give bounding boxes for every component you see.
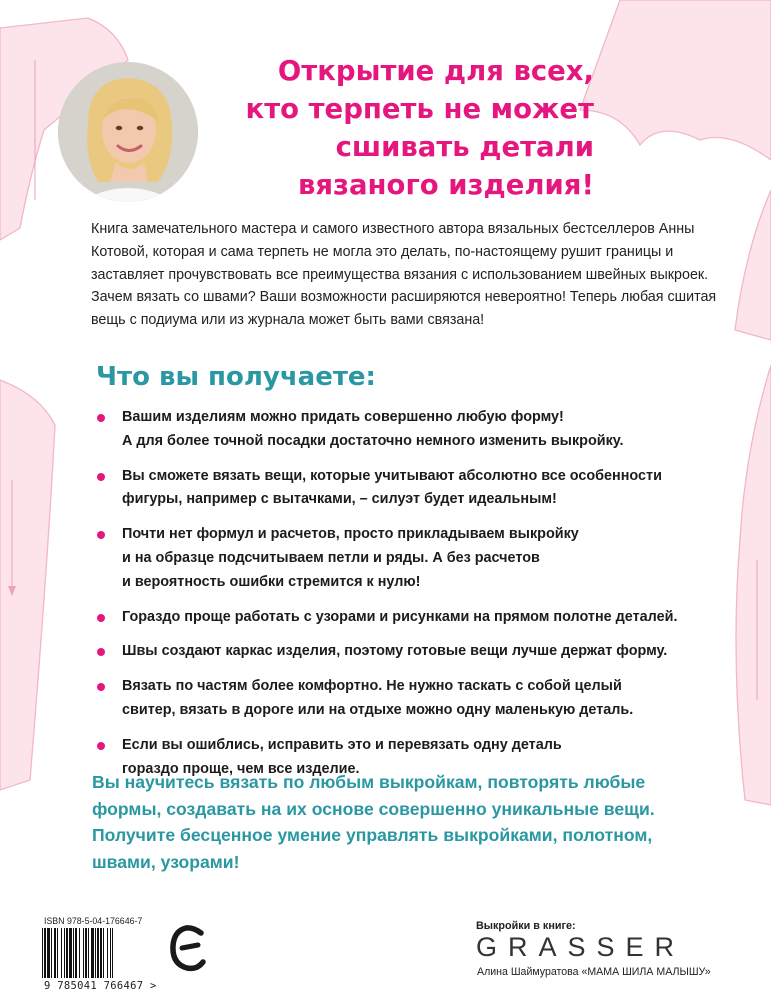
pattern-piece-top-right xyxy=(580,0,771,160)
benefit-item xyxy=(96,640,736,664)
benefits-list xyxy=(96,406,736,792)
barcode-bar xyxy=(79,928,80,978)
barcode-bar xyxy=(85,928,87,978)
barcode-bar xyxy=(57,928,58,978)
bullet-dot-icon xyxy=(97,531,105,539)
barcode-bar xyxy=(97,928,99,978)
promo-author: Алина Шаймуратова «МАМА ШИЛА МАЛЫШУ» xyxy=(477,966,711,978)
barcode xyxy=(40,928,152,980)
barcode-bar xyxy=(66,928,68,978)
benefit-text: Швы создают каркас изделия, поэтому готовые вещи лучше держат форму. xyxy=(122,643,668,660)
benefit-item xyxy=(96,406,736,454)
barcode-bar xyxy=(107,928,108,978)
pattern-piece-left-large xyxy=(0,380,55,790)
promo-label: Выкройки в книге: xyxy=(476,920,576,932)
barcode-bar xyxy=(69,928,72,978)
benefit-item xyxy=(96,606,736,630)
barcode-bar xyxy=(100,928,102,978)
barcode-bar xyxy=(110,928,111,978)
barcode-bar xyxy=(95,928,96,978)
barcode-number: 9 785041 766467 > xyxy=(44,980,157,992)
intro-paragraph: Книга замечательного мастера и самого известного автора вязальных бестселлеров Анны Котовой, которая и сама терпеть не могла это делать, по-настоящему рушит границы и заставляет прочувствовать все преимущества вязания с использованием швейных выкроек. Зачем вязать со швами? Ваши возможности расширяются невероятно! Теперь любая сшитая вещь с подиума или из журнала может быть вами связана! xyxy=(91,221,717,329)
barcode-bar xyxy=(83,928,84,978)
barcode-bar xyxy=(64,928,65,978)
benefit-item xyxy=(96,465,736,513)
author-photo xyxy=(58,62,198,202)
headline-line: кто терпеть не может xyxy=(245,93,594,125)
benefit-text: Если вы ошиблись, исправить это и перевязать одну деталь гораздо проще, чем все изделие. xyxy=(122,736,562,777)
author-portrait-icon xyxy=(58,62,198,202)
bullet-dot-icon xyxy=(97,414,105,422)
barcode-bar xyxy=(47,928,50,978)
closing-statement: Вы научитесь вязать по любым выкройкам, повторять любые формы, создавать на их основе совершенно уникальные вещи. Получите бесценное умение управлять выкройками, полотном, швами, узорами! xyxy=(92,772,655,872)
benefit-text: Почти нет формул и расчетов, просто прикладываем выкройку и на образце подсчитываем петли и ряды. А без расчетов и вероятность ошибки стремится к нулю! xyxy=(122,526,579,590)
benefit-text: Вашим изделиям можно придать совершенно любую форму! А для более точной посадки достаточно немного изменить выкройку. xyxy=(122,409,624,449)
barcode-bar xyxy=(44,928,46,978)
eksmo-e-logo-icon xyxy=(169,924,207,972)
barcode-bar xyxy=(51,928,52,978)
bullet-dot-icon xyxy=(97,683,105,691)
pattern-piece-right-large xyxy=(736,365,771,805)
bullet-dot-icon xyxy=(97,614,105,622)
headline-line: вязаного изделия! xyxy=(297,169,594,201)
benefits-title: Что вы получаете: xyxy=(96,362,376,392)
barcode-bar xyxy=(42,928,43,978)
headline-line: Открытие для всех, xyxy=(277,55,594,87)
bullet-dot-icon xyxy=(97,742,105,750)
barcode-bar xyxy=(75,928,77,978)
benefit-text: Гораздо проще работать с узорами и рисунками на прямом полотне деталей. xyxy=(122,608,678,625)
bullet-dot-icon xyxy=(97,648,105,656)
benefit-text: Вы сможете вязать вещи, которые учитывают абсолютно все особенности фигуры, например с вытачками, – силуэт будет идеальным! xyxy=(122,467,662,508)
benefit-item xyxy=(96,675,736,723)
benefit-item xyxy=(96,523,736,594)
barcode-bar xyxy=(112,928,113,978)
cover-headline xyxy=(214,52,594,204)
barcode-bar xyxy=(88,928,89,978)
pattern-piece-right-upper xyxy=(735,190,771,340)
headline-line: сшивать детали xyxy=(335,131,594,163)
barcode-bar xyxy=(103,928,104,978)
bullet-dot-icon xyxy=(97,473,105,481)
isbn-label: ISBN 978-5-04-176646-7 xyxy=(44,916,143,926)
barcode-bar xyxy=(73,928,74,978)
barcode-bar xyxy=(91,928,94,978)
barcode-bar xyxy=(61,928,62,978)
benefit-text: Вязать по частям более комфортно. Не нужно таскать с собой целый свитер, вязать в дороге или на отдыхе можно одну маленькую деталь. xyxy=(122,678,634,718)
promo-brand: GRASSER xyxy=(476,932,686,962)
barcode-bar xyxy=(54,928,56,978)
